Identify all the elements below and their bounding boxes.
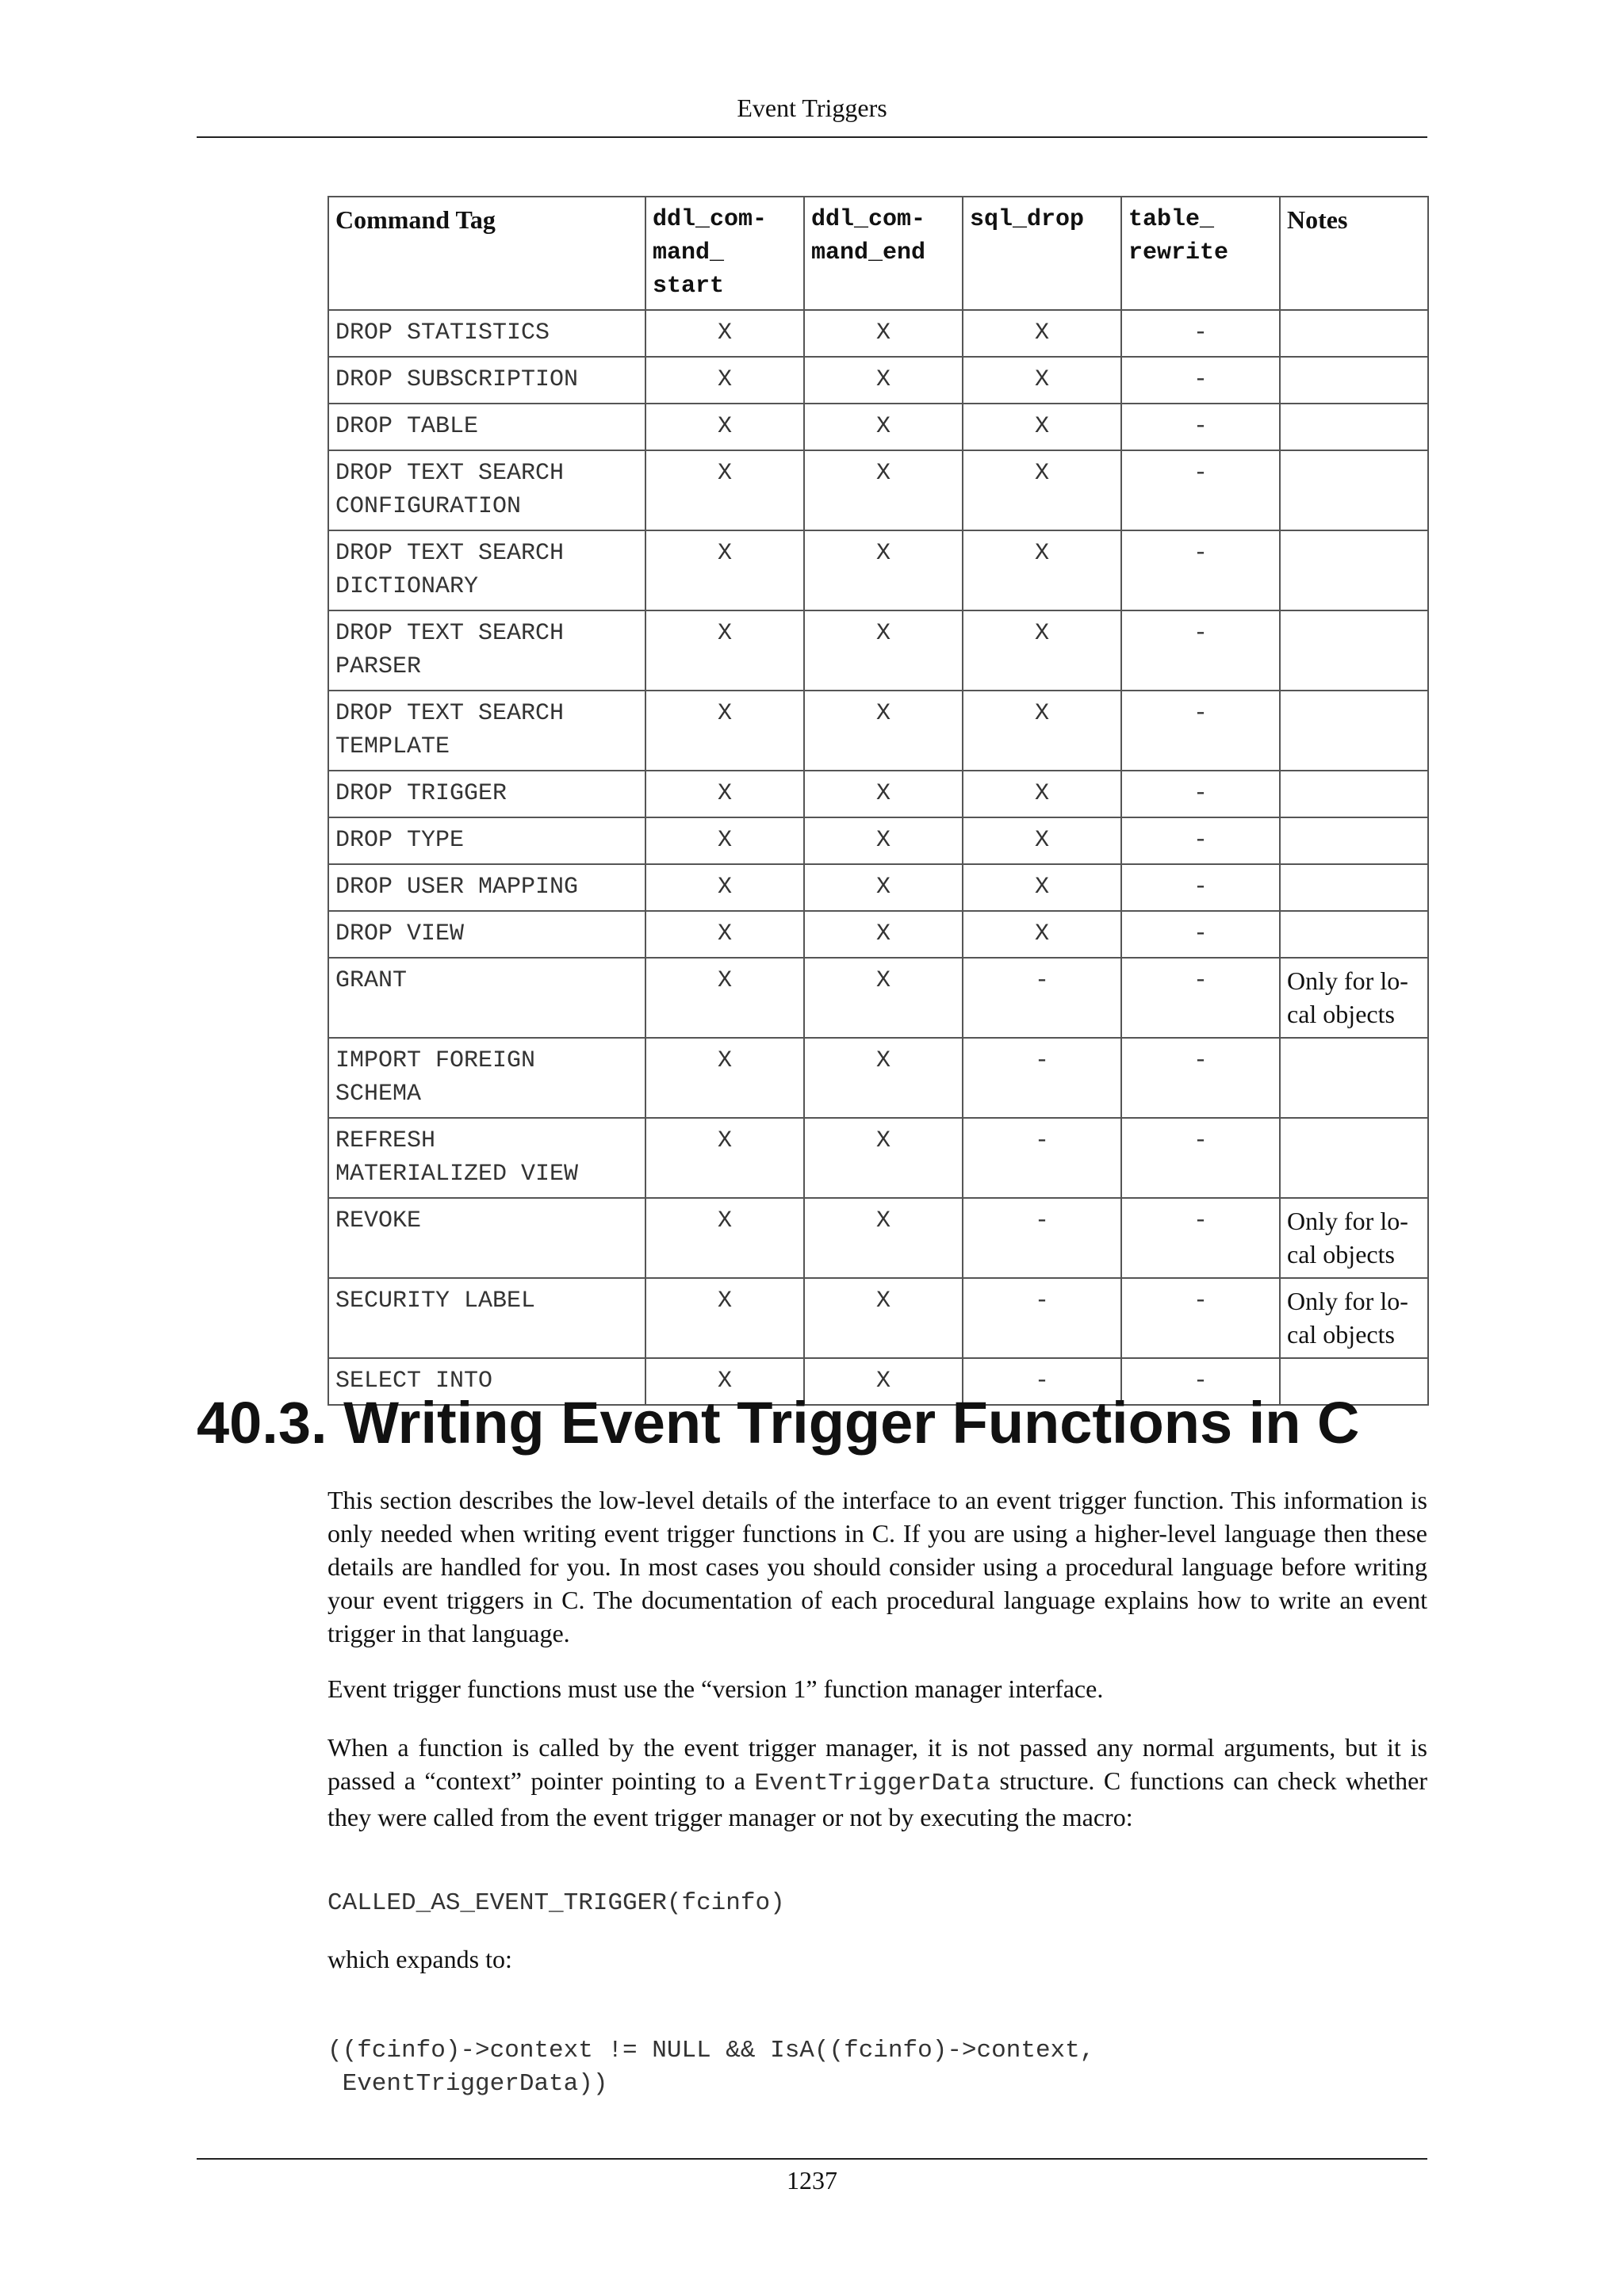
- cell-table-rewrite: -: [1121, 958, 1280, 1038]
- cell-ddl-command-start: X: [645, 1358, 804, 1405]
- cell-command-tag: DROP TYPE: [328, 817, 645, 864]
- cell-ddl-command-end: X: [804, 450, 963, 530]
- cell-ddl-command-start: X: [645, 404, 804, 450]
- cell-command-tag: DROP TEXT SEARCH TEMPLATE: [328, 691, 645, 771]
- cell-notes: [1280, 864, 1428, 911]
- column-header-ddl-command-end: ddl_com- mand_end: [804, 197, 963, 310]
- cell-command-tag: REFRESH MATERIALIZED VIEW: [328, 1118, 645, 1198]
- cell-sql-drop: X: [963, 911, 1121, 958]
- cell-table-rewrite: -: [1121, 817, 1280, 864]
- header-rule: [197, 136, 1427, 138]
- cell-sql-drop: -: [963, 1118, 1121, 1198]
- table-row: [328, 357, 1428, 404]
- cell-sql-drop: X: [963, 691, 1121, 771]
- cell-notes: [1280, 450, 1428, 530]
- column-header-notes: Notes: [1280, 197, 1428, 310]
- column-header-table-rewrite: table_ rewrite: [1121, 197, 1280, 310]
- cell-command-tag: DROP TEXT SEARCH PARSER: [328, 610, 645, 691]
- cell-sql-drop: -: [963, 1038, 1121, 1118]
- code-block-macro: CALLED_AS_EVENT_TRIGGER(fcinfo): [327, 1889, 785, 1917]
- cell-table-rewrite: -: [1121, 911, 1280, 958]
- cell-table-rewrite: -: [1121, 1278, 1280, 1358]
- table-row: [328, 404, 1428, 450]
- cell-notes: [1280, 530, 1428, 610]
- cell-table-rewrite: -: [1121, 450, 1280, 530]
- cell-ddl-command-end: X: [804, 404, 963, 450]
- cell-notes: Only for lo- cal objects: [1280, 1198, 1428, 1278]
- cell-ddl-command-end: X: [804, 817, 963, 864]
- table-row: [328, 958, 1428, 1038]
- cell-command-tag: SELECT INTO: [328, 1358, 645, 1405]
- cell-ddl-command-start: X: [645, 864, 804, 911]
- table-row: [328, 691, 1428, 771]
- table-body: [328, 310, 1428, 1405]
- paragraph-context-text-2: structure. C functions can check whether they were called from the event trigger manager or not by executing the macro:: [327, 1766, 1428, 1831]
- cell-notes: [1280, 610, 1428, 691]
- paragraph-version: Event trigger functions must use the “version 1” function manager interface.: [327, 1674, 1104, 1703]
- cell-sql-drop: X: [963, 771, 1121, 817]
- cell-ddl-command-end: X: [804, 691, 963, 771]
- cell-table-rewrite: -: [1121, 771, 1280, 817]
- table-row: [328, 817, 1428, 864]
- cell-ddl-command-end: X: [804, 610, 963, 691]
- cell-notes: [1280, 310, 1428, 357]
- cell-notes: [1280, 911, 1428, 958]
- cell-sql-drop: X: [963, 450, 1121, 530]
- cell-table-rewrite: -: [1121, 357, 1280, 404]
- cell-command-tag: DROP USER MAPPING: [328, 864, 645, 911]
- cell-command-tag: DROP TABLE: [328, 404, 645, 450]
- cell-table-rewrite: -: [1121, 530, 1280, 610]
- cell-ddl-command-start: X: [645, 530, 804, 610]
- table-row: [328, 864, 1428, 911]
- cell-ddl-command-start: X: [645, 911, 804, 958]
- cell-sql-drop: -: [963, 958, 1121, 1038]
- cell-notes: [1280, 691, 1428, 771]
- code-block-expansion: ((fcinfo)->context != NULL && IsA((fcinfo)->context, EventTriggerData)): [327, 2037, 1095, 2098]
- section-title: 40.3. Writing Event Trigger Functions in C: [197, 1390, 1360, 1456]
- cell-command-tag: GRANT: [328, 958, 645, 1038]
- cell-ddl-command-start: X: [645, 771, 804, 817]
- inline-code-eventtriggerdata: EventTriggerData: [754, 1770, 991, 1797]
- cell-notes: [1280, 817, 1428, 864]
- cell-notes: Only for lo- cal objects: [1280, 958, 1428, 1038]
- cell-ddl-command-start: X: [645, 610, 804, 691]
- cell-table-rewrite: -: [1121, 1038, 1280, 1118]
- cell-ddl-command-end: X: [804, 1198, 963, 1278]
- cell-table-rewrite: -: [1121, 691, 1280, 771]
- column-header-ddl-command-start: ddl_com- mand_ start: [645, 197, 804, 310]
- cell-ddl-command-end: X: [804, 357, 963, 404]
- paragraph-intro: This section describes the low-level details of the interface to an event trigger function. This information is only needed when writing event trigger functions in C. If you are using a higher-level language then these details are handled for you. In most cases you should consider using a procedural language before writing your event triggers in C. The documentation of each procedural language explains how to write an event trigger in that language.: [327, 1486, 1427, 1647]
- cell-table-rewrite: -: [1121, 310, 1280, 357]
- cell-ddl-command-end: X: [804, 1118, 963, 1198]
- cell-ddl-command-start: X: [645, 817, 804, 864]
- paragraph-context: [327, 1731, 1427, 1834]
- cell-sql-drop: X: [963, 864, 1121, 911]
- cell-ddl-command-start: X: [645, 691, 804, 771]
- running-header: Event Triggers: [737, 94, 887, 122]
- cell-sql-drop: -: [963, 1358, 1121, 1405]
- cell-notes: [1280, 1118, 1428, 1198]
- cell-ddl-command-end: X: [804, 1278, 963, 1358]
- column-header-command-tag: Command Tag: [328, 197, 645, 310]
- table-row: [328, 911, 1428, 958]
- cell-notes: [1280, 404, 1428, 450]
- cell-sql-drop: X: [963, 404, 1121, 450]
- cell-table-rewrite: -: [1121, 864, 1280, 911]
- table-header-row: [328, 197, 1428, 310]
- table-row: [328, 1278, 1428, 1358]
- cell-command-tag: DROP TEXT SEARCH DICTIONARY: [328, 530, 645, 610]
- cell-sql-drop: -: [963, 1278, 1121, 1358]
- cell-notes: [1280, 771, 1428, 817]
- table-row: [328, 310, 1428, 357]
- table-row: [328, 1198, 1428, 1278]
- cell-table-rewrite: -: [1121, 1118, 1280, 1198]
- cell-ddl-command-start: X: [645, 1038, 804, 1118]
- cell-ddl-command-end: X: [804, 1358, 963, 1405]
- cell-ddl-command-end: X: [804, 911, 963, 958]
- cell-ddl-command-end: X: [804, 1038, 963, 1118]
- cell-sql-drop: X: [963, 530, 1121, 610]
- paragraph-context-text-1: When a function is called by the event trigger manager, it is not passed any normal arguments, but it is passed a “context” pointer pointing to a: [327, 1733, 1427, 1795]
- cell-ddl-command-end: X: [804, 771, 963, 817]
- cell-sql-drop: X: [963, 610, 1121, 691]
- table-row: [328, 1038, 1428, 1118]
- cell-ddl-command-start: X: [645, 310, 804, 357]
- cell-command-tag: DROP STATISTICS: [328, 310, 645, 357]
- table-row: [328, 610, 1428, 691]
- cell-ddl-command-start: X: [645, 1198, 804, 1278]
- cell-ddl-command-start: X: [645, 450, 804, 530]
- cell-command-tag: DROP TEXT SEARCH CONFIGURATION: [328, 450, 645, 530]
- cell-sql-drop: X: [963, 357, 1121, 404]
- footer-rule: [197, 2158, 1427, 2160]
- cell-table-rewrite: -: [1121, 1358, 1280, 1405]
- cell-ddl-command-start: X: [645, 1278, 804, 1358]
- table-row: [328, 1118, 1428, 1198]
- column-header-sql-drop: sql_drop: [963, 197, 1121, 310]
- cell-table-rewrite: -: [1121, 1198, 1280, 1278]
- cell-command-tag: DROP VIEW: [328, 911, 645, 958]
- cell-ddl-command-end: X: [804, 310, 963, 357]
- command-tag-table: [327, 196, 1429, 1406]
- cell-command-tag: REVOKE: [328, 1198, 645, 1278]
- cell-ddl-command-end: X: [804, 958, 963, 1038]
- cell-table-rewrite: -: [1121, 610, 1280, 691]
- cell-sql-drop: X: [963, 310, 1121, 357]
- cell-ddl-command-start: X: [645, 958, 804, 1038]
- cell-command-tag: DROP TRIGGER: [328, 771, 645, 817]
- cell-command-tag: SECURITY LABEL: [328, 1278, 645, 1358]
- page-number: 1237: [787, 2166, 837, 2195]
- table-row: [328, 771, 1428, 817]
- cell-ddl-command-end: X: [804, 530, 963, 610]
- cell-notes: Only for lo- cal objects: [1280, 1278, 1428, 1358]
- cell-command-tag: DROP SUBSCRIPTION: [328, 357, 645, 404]
- cell-notes: [1280, 357, 1428, 404]
- cell-command-tag: IMPORT FOREIGN SCHEMA: [328, 1038, 645, 1118]
- cell-sql-drop: X: [963, 817, 1121, 864]
- cell-ddl-command-end: X: [804, 864, 963, 911]
- cell-table-rewrite: -: [1121, 404, 1280, 450]
- cell-sql-drop: -: [963, 1198, 1121, 1278]
- table-row: [328, 530, 1428, 610]
- paragraph-expands: which expands to:: [327, 1945, 512, 1973]
- cell-ddl-command-start: X: [645, 1118, 804, 1198]
- table-row: [328, 450, 1428, 530]
- cell-notes: [1280, 1038, 1428, 1118]
- cell-ddl-command-start: X: [645, 357, 804, 404]
